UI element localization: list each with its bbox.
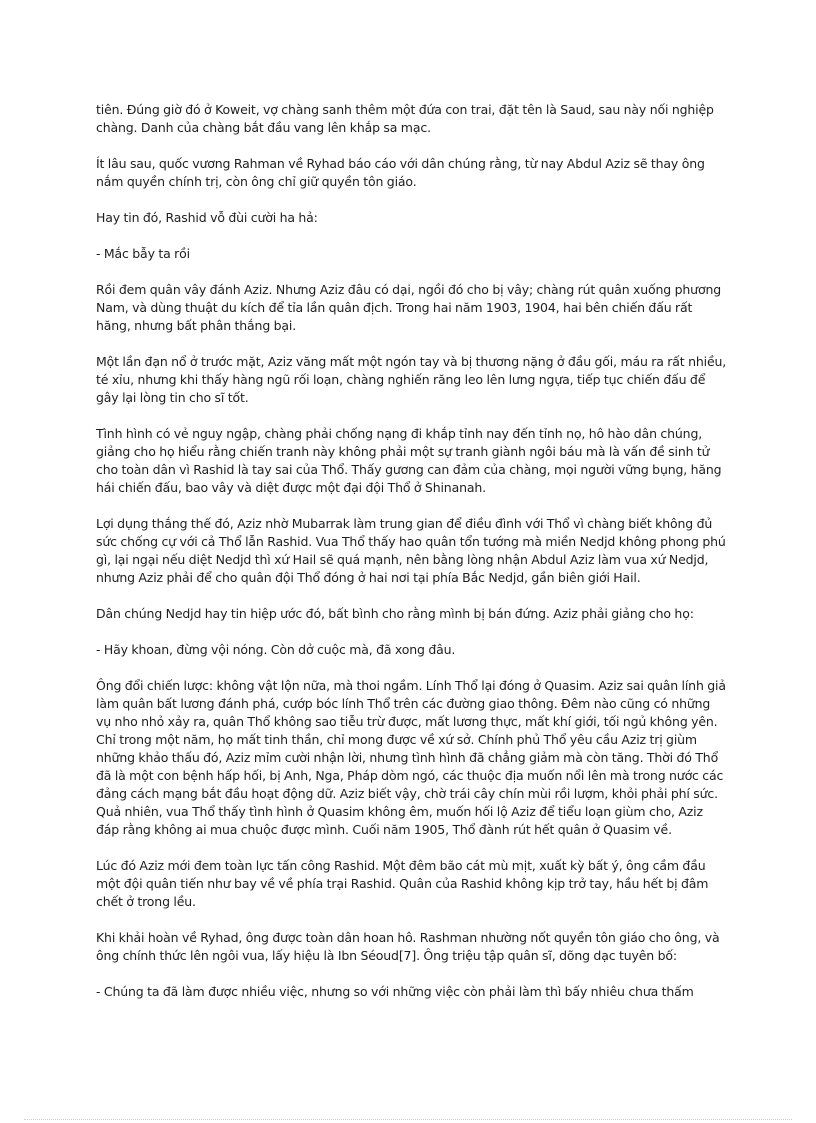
paragraph: Rồi đem quân vây đánh Aziz. Nhưng Aziz đâu có dại, ngồi đó cho bị vây; chàng rút quân xuống phương Nam, và dùng thuật du kích để tỉa lần quân địch. Trong hai năm 1903, 1904, hai bên chiến đấu rất hăng, nhưng bất phân thắng bại.	[96, 282, 722, 333]
paragraph: Hay tin đó, Rashid vỗ đùi cười ha hả:	[96, 210, 318, 225]
paragraph: Lợi dụng thắng thế đó, Aziz nhờ Mubarrak làm trung gian để điều đình với Thổ vì chàng biết không đủ sức chống cự với cả Thổ lẫn Rashid. Vua Thổ thấy hao quân tổn tướng mà miền Nedjd không phong phú gì, lại ngại nếu diệt Nedjd thì xứ Hail sẽ quá mạnh, nên bằng lòng nhận Abdul Aziz làm vua xứ Nedjd, nhưng Aziz phải để cho quân đội Thổ đóng ở hai nơi tại phía Bắc Nedjd, gần biên giới Hail.	[96, 516, 726, 585]
paragraph: Dân chúng Nedjd hay tin hiệp ước đó, bất bình cho rằng mình bị bán đứng. Aziz phải giảng cho họ:	[96, 606, 694, 621]
paragraph: - Mắc bẫy ta rồi	[96, 246, 190, 261]
paragraph: Ít lâu sau, quốc vương Rahman về Ryhad báo cáo với dân chúng rằng, từ nay Abdul Aziz sẽ thay ông nắm quyền chính trị, còn ông chỉ giữ quyền tôn giáo.	[96, 156, 705, 189]
document-body	[96, 101, 728, 1019]
paragraph: Ông đổi chiến lược: không vật lộn nữa, mà thoi ngầm. Lính Thổ lại đóng ở Quasim. Aziz sai quân lính giả làm quân bất lương đánh phá, cướp bóc lính Thổ trên các đường giao thông. Đêm nào cũng có những vụ nho nhỏ xảy ra, quân Thổ không sao tiễu trừ được, mất lương thực, mất khí giới, tối ngủ không yên. Chỉ trong một năm, họ mất tinh thần, chỉ mong được về xứ sở. Chính phủ Thổ yêu cầu Aziz trị giùm những khảo thấu đó, Aziz mỉm cười nhận lời, nhưng tình hình đã chẳng giảm mà còn tăng. Thời đó Thổ đã là một con bệnh hấp hối, bị Anh, Nga, Pháp dòm ngó, các thuộc địa muốn nổi lên mà trong nước các đảng cách mạng bắt đầu hoạt động dữ. Aziz biết vậy, chờ trái cây chín mùi rồi lượm, khỏi phải phí sức. Quả nhiên, vua Thổ thấy tình hình ở Quasim không êm, muốn hối lộ Aziz để tiểu loạn giùm cho, Aziz đáp rằng không ai mua chuộc được mình. Cuối năm 1905, Thổ đành rút hết quân ở Quasim về.	[96, 678, 726, 837]
paragraph: Một lần đạn nổ ở trước mặt, Aziz văng mất một ngón tay và bị thương nặng ở đầu gối, máu ra rất nhiều, té xỉu, nhưng khi thấy hàng ngũ rối loạn, chàng nghiến răng leo lên lưng ngựa, tiếp tục chiến đấu để gây lại lòng tin cho sĩ tốt.	[96, 354, 727, 405]
page-bottom-divider	[24, 1119, 792, 1120]
paragraph: - Chúng ta đã làm được nhiều việc, nhưng so với những việc còn phải làm thì bấy nhiêu chưa thấm	[96, 984, 694, 999]
paragraph: tiên. Đúng giờ đó ở Koweit, vợ chàng sanh thêm một đứa con trai, đặt tên là Saud, sau này nối nghiệp chàng. Danh của chàng bắt đầu vang lên khắp sa mạc.	[96, 102, 714, 135]
paragraph: Lúc đó Aziz mới đem toàn lực tấn công Rashid. Một đêm bão cát mù mịt, xuất kỳ bất ý, ông cầm đầu một đội quân tiến như bay về về phía trại Rashid. Quân của Rashid không kịp trở tay, hầu hết bị đâm chết ở trong lều.	[96, 858, 709, 909]
paragraph: Tình hình có vẻ nguy ngập, chàng phải chống nạng đi khắp tỉnh nay đến tỉnh nọ, hô hào dân chúng, giảng cho họ hiểu rằng chiến tranh này không phải một sự tranh giành ngôi báu mà là vấn đề sinh tử cho toàn dân vì Rashid là tay sai của Thổ. Thấy gương can đảm của chàng, mọi người vững bụng, hăng hái chiến đấu, bao vây và diệt được một đại đội Thổ ở Shinanah.	[96, 426, 722, 495]
paragraph: - Hãy khoan, đừng vội nóng. Còn dở cuộc mà, đã xong đâu.	[96, 642, 456, 657]
paragraph: Khi khải hoàn về Ryhad, ông được toàn dân hoan hô. Rashman nhường nốt quyền tôn giáo cho ông, và ông chính thức lên ngôi vua, lấy hiệu là Ibn Séoud[7]. Ông triệu tập quân sĩ, dõng dạc tuyên bố:	[96, 930, 720, 963]
